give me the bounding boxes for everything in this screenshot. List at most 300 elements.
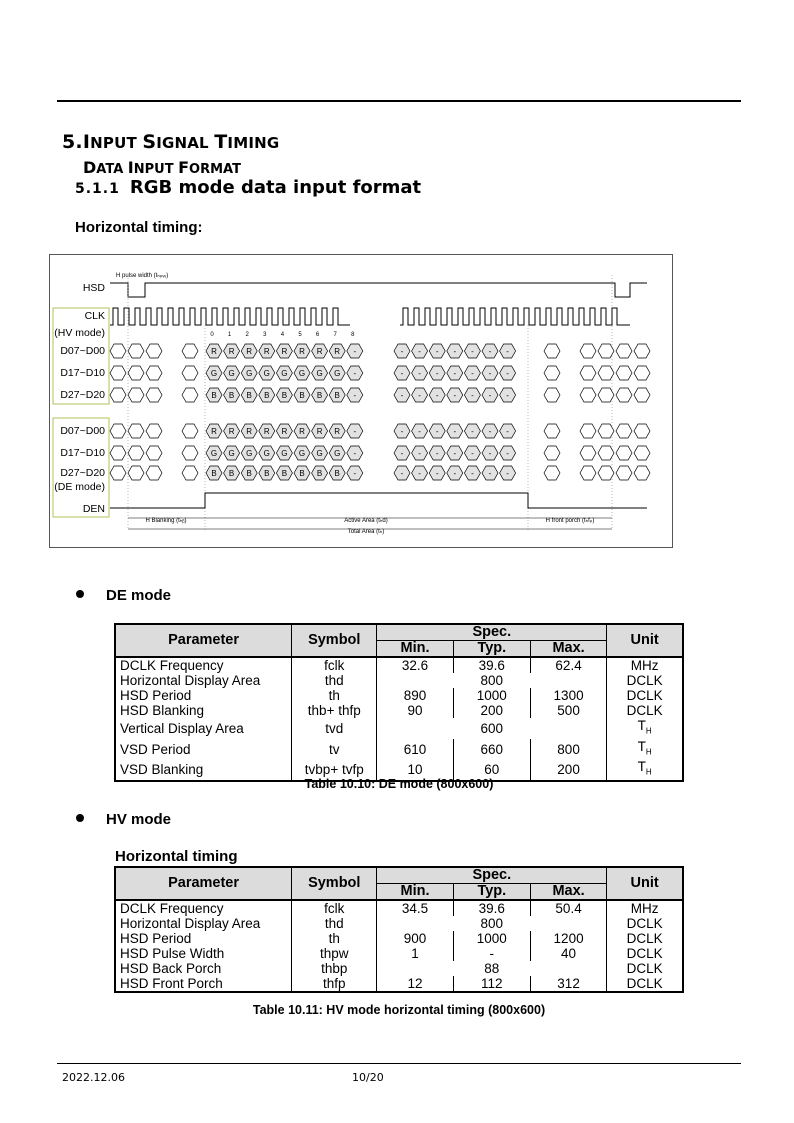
clk-segment <box>110 308 350 325</box>
table-row <box>115 673 683 688</box>
bus-letter: B <box>211 469 217 478</box>
bus-letter: G <box>246 369 253 378</box>
bus-letter: G <box>281 369 288 378</box>
clock-indices <box>210 332 355 338</box>
bus-cell <box>580 424 596 438</box>
label-den: DEN <box>82 503 105 515</box>
header-parameter: Parameter <box>115 624 292 657</box>
horizontal-timing-label: Horizontal timing: <box>75 219 203 236</box>
cell-min: 10 <box>377 759 453 781</box>
bus-dash: - <box>418 469 421 478</box>
de-table-caption: Table 10.10: DE mode (800x600) <box>304 777 494 791</box>
de-mode-bullet: DE mode <box>76 587 171 604</box>
bus-letter: G <box>334 449 341 458</box>
bus-letter: G <box>316 449 323 458</box>
pulse-width-label: H pulse width (tₕₚᵥᵥ) <box>116 273 169 279</box>
table-row <box>115 703 683 718</box>
bus-cell <box>616 366 632 380</box>
bus-dash: - <box>353 369 357 378</box>
bus-dash: - <box>400 347 404 356</box>
bus-dash: - <box>506 427 509 436</box>
bus-dash: - <box>435 427 439 436</box>
cell-max: 200 <box>530 759 606 781</box>
bus-letter: G <box>334 369 341 378</box>
bus-letter: G <box>263 449 270 458</box>
bus-dash: - <box>471 449 474 458</box>
bus-cell <box>616 344 632 358</box>
bus-dash: - <box>488 469 492 478</box>
header-typ: Typ. <box>453 641 530 658</box>
cell-typ: 60 <box>453 759 530 781</box>
bus-dash: - <box>400 427 404 436</box>
cell-parameter: HSD Pulse Width <box>115 946 292 961</box>
header-symbol: Symbol <box>292 624 377 657</box>
bus-letter: B <box>281 469 288 478</box>
bus-letter: B <box>299 391 305 400</box>
bus-dash: - <box>506 391 509 400</box>
cell-typ: 200 <box>453 703 530 718</box>
bus-cell <box>128 344 144 358</box>
hv-mode-table <box>114 866 684 993</box>
bus-cell <box>146 366 162 380</box>
cell-symbol: tvd <box>292 718 377 739</box>
cell-unit: DCLK <box>607 961 683 976</box>
cell-symbol: fclk <box>292 657 377 673</box>
subsubsection-heading: 5.1.1 RGB mode data input format <box>75 177 422 198</box>
bus-row <box>110 446 650 460</box>
bus-cell <box>580 388 596 402</box>
bus-cell <box>544 424 560 438</box>
bus-cell <box>634 466 650 480</box>
cell-max: 62.4 <box>530 657 606 673</box>
label-hv-mode: (HV mode) <box>54 327 105 339</box>
bus-dash: - <box>488 449 492 458</box>
bus-dash: - <box>418 427 421 436</box>
bus-cell <box>128 466 144 480</box>
bus-cell <box>110 344 126 358</box>
bus-dash: - <box>400 391 404 400</box>
bullet-dot-icon <box>76 814 84 822</box>
header-max: Max. <box>530 641 606 658</box>
cell-typ: - <box>453 946 530 961</box>
cell-min: 610 <box>377 739 453 760</box>
bus-dash: - <box>435 347 439 356</box>
bus-dash: - <box>471 469 474 478</box>
bus-cell <box>634 424 650 438</box>
cell-min: 890 <box>377 688 453 703</box>
bus-cell <box>110 366 126 380</box>
cell-max: 800 <box>530 739 606 760</box>
label-d17-a: D17~D10 <box>60 367 105 379</box>
bus-dash: - <box>471 347 474 356</box>
label-d27-a: D27~D20 <box>60 389 105 401</box>
bus-letter: R <box>263 347 270 356</box>
label-d07-b: D07~D00 <box>60 425 105 437</box>
cell-parameter: VSD Blanking <box>115 759 292 781</box>
bus-letter: B <box>316 469 323 478</box>
bus-letter: R <box>211 427 217 436</box>
bus-letter: G <box>210 449 218 458</box>
bus-dash: - <box>418 369 421 378</box>
bus-letter: B <box>228 469 235 478</box>
cell-parameter: HSD Back Porch <box>115 961 292 976</box>
cell-parameter: Horizontal Display Area <box>115 916 292 931</box>
hv-horizontal-timing-heading: Horizontal timing <box>115 848 238 865</box>
bus-cell <box>146 388 162 402</box>
cell-parameter: DCLK Frequency <box>115 657 292 673</box>
bus-dash: - <box>353 391 357 400</box>
label-hsd: HSD <box>82 282 105 294</box>
bus-letter: B <box>316 391 323 400</box>
bus-cell <box>146 344 162 358</box>
bus-cell <box>544 388 560 402</box>
cell-unit: $T_H$ <box>607 718 683 739</box>
label-d27-b: D27~D20 <box>60 467 105 479</box>
bus-letter: G <box>228 449 235 458</box>
cell-unit: $T_H$ <box>607 759 683 781</box>
bus-letter: R <box>281 427 288 436</box>
table-row <box>115 976 683 992</box>
subsection-heading: DATA INPUT FORMAT <box>83 158 241 177</box>
bus-cell <box>580 366 596 380</box>
bus-letter: R <box>246 427 253 436</box>
bus-letter: R <box>334 427 341 436</box>
bus-cell <box>146 424 162 438</box>
bus-dash: - <box>418 391 421 400</box>
label-de-mode: (DE mode) <box>54 481 105 493</box>
bus-dash: - <box>488 347 492 356</box>
bus-letter: R <box>211 347 217 356</box>
bus-cell <box>616 388 632 402</box>
bus-letter: G <box>281 449 288 458</box>
bus-dash: - <box>453 449 457 458</box>
cell-min: 90 <box>377 703 453 718</box>
bus-cell <box>182 424 198 438</box>
hv-mode-bullet: HV mode <box>76 811 171 828</box>
bus-row <box>110 466 650 480</box>
bus-cell <box>182 366 198 380</box>
cell-typ: 1000 <box>453 931 530 946</box>
bus-cell <box>580 344 596 358</box>
bus-cell <box>598 466 614 480</box>
bus-dash: - <box>488 369 492 378</box>
cell-min: 32.6 <box>377 657 453 673</box>
cell-unit: DCLK <box>607 673 683 688</box>
bus-letter: B <box>334 469 340 478</box>
cell-max: 500 <box>530 703 606 718</box>
footer-date: 2022.12.06 <box>62 1071 125 1084</box>
bus-cell <box>128 446 144 460</box>
bus-cell <box>544 366 560 380</box>
table-row <box>115 739 683 760</box>
table-row <box>115 718 683 739</box>
bus-dash: - <box>471 427 474 436</box>
bus-cell <box>182 446 198 460</box>
bus-dash: - <box>453 369 457 378</box>
unit-subscript: H <box>645 768 652 778</box>
clock-index: 6 <box>315 332 320 338</box>
bus-letter: B <box>246 391 252 400</box>
bus-letter: B <box>281 391 288 400</box>
bus-cell <box>110 388 126 402</box>
clk-segment <box>400 308 630 325</box>
bus-cell <box>580 466 596 480</box>
cell-typ: 39.6 <box>453 657 530 673</box>
den-wave <box>110 493 647 508</box>
label-d17-b: D17~D10 <box>60 447 105 459</box>
bus-letter: B <box>264 391 270 400</box>
cell-unit: DCLK <box>607 946 683 961</box>
bus-cell <box>110 466 126 480</box>
bus-row <box>110 366 650 380</box>
cell-max: 312 <box>530 976 606 992</box>
bus-dash: - <box>471 391 474 400</box>
bus-cell <box>110 446 126 460</box>
clock-index: 0 <box>210 332 214 338</box>
cell-symbol: tv <box>292 739 377 760</box>
total-area-label: Total Area (tₕ) <box>347 529 385 535</box>
cell-parameter: HSD Blanking <box>115 703 292 718</box>
bus-letter: B <box>334 391 340 400</box>
bus-cell <box>182 388 198 402</box>
bus-row <box>110 388 650 402</box>
cell-symbol: th <box>292 931 377 946</box>
bus-cell <box>616 424 632 438</box>
bus-cell <box>128 388 144 402</box>
timing-diagram <box>49 254 673 548</box>
bus-dash: - <box>353 427 357 436</box>
cell-unit: DCLK <box>607 976 683 992</box>
cell-max: 40 <box>530 946 606 961</box>
bus-dash: - <box>353 469 357 478</box>
cell-spec-typ: 800 <box>377 916 607 931</box>
header-max: Max. <box>530 884 606 901</box>
bus-cell <box>634 446 650 460</box>
cell-parameter: VSD Period <box>115 739 292 760</box>
bus-letter: R <box>334 347 341 356</box>
bus-cell <box>598 388 614 402</box>
header-spec: Spec. <box>377 624 607 641</box>
cell-typ: 112 <box>453 976 530 992</box>
bus-row <box>110 344 650 358</box>
bus-letter: G <box>263 369 270 378</box>
label-clk: CLK <box>84 310 105 322</box>
cell-max: 50.4 <box>530 900 606 916</box>
section-heading: 5.INPUT SIGNAL TIMING <box>62 131 280 153</box>
bus-cell <box>616 466 632 480</box>
bus-dash: - <box>488 427 492 436</box>
hsd-wave <box>110 283 647 297</box>
bus-letter: R <box>228 347 235 356</box>
clock-index: 8 <box>351 332 355 338</box>
de-mode-table <box>114 623 684 782</box>
cell-symbol: thd <box>292 673 377 688</box>
cell-symbol: fclk <box>292 900 377 916</box>
header-spec: Spec. <box>377 867 607 884</box>
bus-letter: R <box>316 427 323 436</box>
bus-cell <box>110 424 126 438</box>
cell-symbol: thbp <box>292 961 377 976</box>
bus-letter: G <box>298 449 306 458</box>
cell-symbol: th <box>292 688 377 703</box>
bus-cell <box>616 446 632 460</box>
bus-dash: - <box>453 427 457 436</box>
bus-dash: - <box>488 391 492 400</box>
bus-cell <box>128 424 144 438</box>
bus-letter: G <box>298 369 306 378</box>
bus-cell <box>598 344 614 358</box>
header-unit: Unit <box>607 624 683 657</box>
cell-max: 1300 <box>530 688 606 703</box>
cell-spec-typ: 88 <box>377 961 607 976</box>
data-bus-rows <box>110 344 650 480</box>
table-row <box>115 688 683 703</box>
bus-dash: - <box>453 391 457 400</box>
cell-unit: DCLK <box>607 931 683 946</box>
bus-letter: B <box>246 469 252 478</box>
bus-dash: - <box>435 369 439 378</box>
header-unit: Unit <box>607 867 683 900</box>
bus-dash: - <box>435 469 439 478</box>
de-table-body <box>115 657 683 781</box>
cell-unit: $T_H$ <box>607 739 683 760</box>
bus-cell <box>544 466 560 480</box>
header-typ: Typ. <box>453 884 530 901</box>
unit-subscript: H <box>645 747 652 757</box>
timing-diagram-svg <box>50 255 672 547</box>
bus-letter: B <box>264 469 270 478</box>
cell-min: 12 <box>377 976 453 992</box>
cell-min: 1 <box>377 946 453 961</box>
bus-dash: - <box>506 469 509 478</box>
hv-table-caption: Table 10.11: HV mode horizontal timing (800x600) <box>252 1003 546 1017</box>
clock-index: 3 <box>263 332 267 338</box>
cell-parameter: Vertical Display Area <box>115 718 292 739</box>
cell-min: 900 <box>377 931 453 946</box>
clock-index: 5 <box>298 332 302 338</box>
clock-index: 4 <box>280 332 285 338</box>
h-front-porch-label: H front porch (tₕfₚ) <box>545 518 595 524</box>
bus-letter: R <box>316 347 323 356</box>
cell-parameter: HSD Period <box>115 688 292 703</box>
bus-dash: - <box>400 449 404 458</box>
cell-symbol: tvbp+ tvfp <box>292 759 377 781</box>
bus-cell <box>598 366 614 380</box>
bus-letter: R <box>281 347 288 356</box>
bus-dash: - <box>506 347 509 356</box>
bus-cell <box>634 388 650 402</box>
table-row <box>115 657 683 673</box>
clock-index: 2 <box>245 332 249 338</box>
bus-letter: G <box>210 369 218 378</box>
cell-typ: 660 <box>453 739 530 760</box>
cell-unit: DCLK <box>607 703 683 718</box>
header-symbol: Symbol <box>292 867 377 900</box>
bus-dash: - <box>400 369 404 378</box>
cell-typ: 39.6 <box>453 900 530 916</box>
bus-cell <box>544 344 560 358</box>
bus-dash: - <box>435 449 439 458</box>
bus-letter: R <box>299 347 305 356</box>
unit-subscript: H <box>645 726 652 736</box>
cell-spec-typ: 800 <box>377 673 607 688</box>
table-row <box>115 916 683 931</box>
bus-dash: - <box>453 347 457 356</box>
bus-cell <box>128 366 144 380</box>
table-row <box>115 900 683 916</box>
bus-dash: - <box>353 347 357 356</box>
cell-symbol: thb+ thfp <box>292 703 377 718</box>
footer-page-number: 10/20 <box>352 1071 384 1084</box>
bus-cell <box>598 424 614 438</box>
header-min: Min. <box>377 641 453 658</box>
clk-wave <box>110 308 630 325</box>
bus-dash: - <box>418 449 421 458</box>
cell-max: 1200 <box>530 931 606 946</box>
table-row <box>115 961 683 976</box>
bus-dash: - <box>471 369 474 378</box>
bus-cell <box>634 344 650 358</box>
bus-letter: R <box>299 427 305 436</box>
cell-symbol: thfp <box>292 976 377 992</box>
bus-cell <box>146 446 162 460</box>
label-d07-a: D07~D00 <box>60 345 105 357</box>
bus-cell <box>182 344 198 358</box>
bus-letter: B <box>228 391 235 400</box>
bus-cell <box>146 466 162 480</box>
bus-dash: - <box>506 369 509 378</box>
cell-symbol: thd <box>292 916 377 931</box>
header-rule <box>57 100 741 102</box>
cell-parameter: Horizontal Display Area <box>115 673 292 688</box>
bus-row <box>110 424 650 438</box>
bus-letter: G <box>246 449 253 458</box>
cell-unit: DCLK <box>607 916 683 931</box>
cell-spec-typ: 600 <box>377 718 607 739</box>
bullet-dot-icon <box>76 590 84 598</box>
cell-unit: DCLK <box>607 688 683 703</box>
bus-dash: - <box>353 449 357 458</box>
table-row <box>115 931 683 946</box>
table-row <box>115 946 683 961</box>
header-min: Min. <box>377 884 453 901</box>
bus-letter: R <box>246 347 253 356</box>
cell-unit: MHz <box>607 900 683 916</box>
cell-typ: 1000 <box>453 688 530 703</box>
bus-cell <box>634 366 650 380</box>
bus-dash: - <box>418 347 421 356</box>
bus-letter: B <box>299 469 305 478</box>
clock-index: 7 <box>333 332 337 338</box>
bus-dash: - <box>506 449 509 458</box>
cell-symbol: thpw <box>292 946 377 961</box>
bus-letter: R <box>228 427 235 436</box>
h-blanking-label: H Blanking (tₕᵦ) <box>145 518 187 524</box>
cell-parameter: HSD Front Porch <box>115 976 292 992</box>
active-area-label: Active Area (tₕd) <box>344 518 388 524</box>
footer-rule <box>57 1063 741 1064</box>
bus-dash: - <box>435 391 439 400</box>
bus-cell <box>598 446 614 460</box>
bus-cell <box>580 446 596 460</box>
bus-dash: - <box>453 469 457 478</box>
bus-dash: - <box>400 469 404 478</box>
bus-cell <box>182 466 198 480</box>
bus-letter: G <box>228 369 235 378</box>
header-parameter: Parameter <box>115 867 292 900</box>
cell-unit: MHz <box>607 657 683 673</box>
hv-table-body <box>115 900 683 992</box>
